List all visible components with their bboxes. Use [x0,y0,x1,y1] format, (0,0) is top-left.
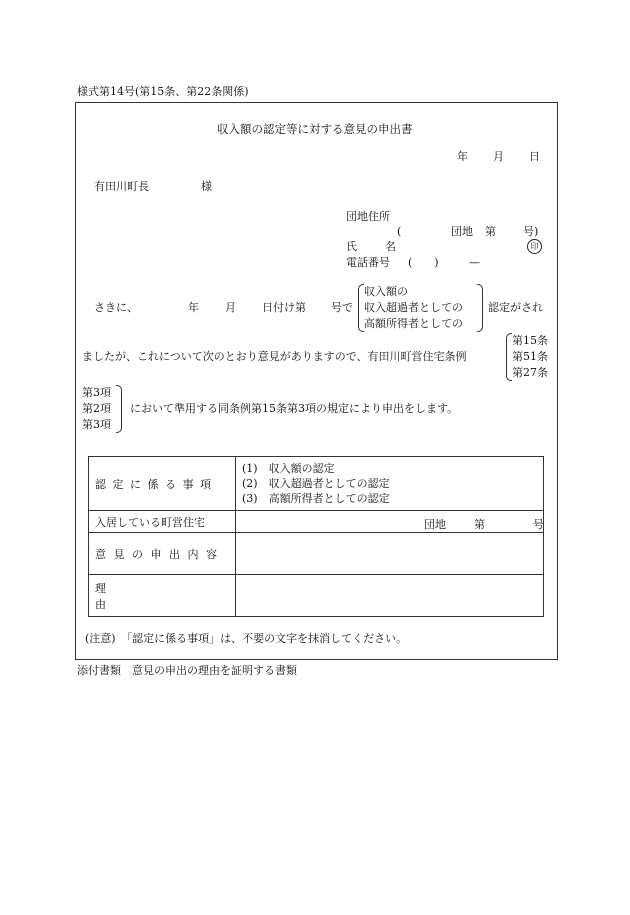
option-excess: 収入超過者としての [364,301,463,314]
note: (注意) 「認定に係る事項」は、不要の文字を抹消してください。 [85,632,408,645]
phone-label: 電話番号 [346,256,390,269]
address-go: 号) [523,225,539,238]
row1-options-cell [236,457,544,511]
address-danchi: 団地 [451,225,473,238]
options-brace-right [477,284,483,332]
table-row [89,533,544,575]
date-day: 日 [529,150,540,163]
row4-label-text: 理由 [95,581,201,611]
addressee: 有田川町長 [94,180,149,193]
address-dai: 第 [485,225,496,238]
item-3b: 第3項 [82,418,111,431]
table-row [89,575,544,617]
row3-label-cell [89,533,236,575]
form-number-label: 様式第14号(第15条、第22条関係) [77,85,249,98]
address-paren-open: ( [397,225,402,238]
phone-dash: — [469,256,480,269]
row1-label-text: 認定に係る事項 [95,477,218,491]
row2-label: 入居している町営住宅 [95,515,205,529]
item-3a: 第3項 [82,386,111,399]
body-prefix: さきに、 [94,301,138,314]
article-15: 第15条 [512,334,548,347]
name-label-2: 名 [385,240,396,253]
body-line2: ましたが、これについて次のとおり意見がありますので、有田川町営住宅条例 [82,350,467,363]
body-year: 年 [188,301,199,314]
row4-label-cell [89,575,236,617]
article-27: 第27条 [512,366,548,379]
row1-option-3: (3) 高額所得者としての認定 [242,492,390,505]
body-line1-suffix: 認定がされ [488,301,543,314]
body-go: 号で [331,301,353,314]
seal-mark: 印 [527,239,542,254]
attachment: 添付書類 意見の申出の理由を証明する書類 [77,664,297,677]
phone-parens: ( ) [408,256,439,269]
body-line3: において準用する同条例第15条第3項の規定により申出をします。 [130,402,459,415]
row1-label [95,476,235,492]
name-label-1: 氏 [346,240,357,253]
row2-dai: 第 [474,518,485,531]
row2-value-cell [236,511,544,533]
date-year: 年 [457,150,468,163]
article-51: 第51条 [512,350,548,363]
address-label: 団地住所 [346,210,390,223]
row4-value-cell [236,575,544,617]
details-table [88,456,544,617]
form-title: 収入額の認定等に対する意見の申出書 [217,122,413,136]
row4-label [95,580,235,612]
body-date-dai: 日付け第 [262,301,306,314]
item-2: 第2項 [82,402,111,415]
row3-label: 意見の申出内容 [95,547,225,561]
date-month: 月 [493,150,504,163]
table-row [89,457,544,511]
option-income: 収入額の [364,285,408,298]
row1-option-1: (1) 収入額の認定 [242,462,335,475]
row1-option-2: (2) 収入超過者としての認定 [242,477,390,490]
row2-danchi: 団地 [424,518,446,531]
row2-label-cell [89,511,236,533]
row3-value-cell [236,533,544,575]
honorific: 様 [201,180,212,193]
items-brace [116,385,122,433]
option-high: 高額所得者としての [364,317,463,330]
table-row [89,511,544,533]
row1-label-cell [89,457,236,511]
body-month: 月 [225,301,236,314]
row2-go: 号 [533,518,544,531]
